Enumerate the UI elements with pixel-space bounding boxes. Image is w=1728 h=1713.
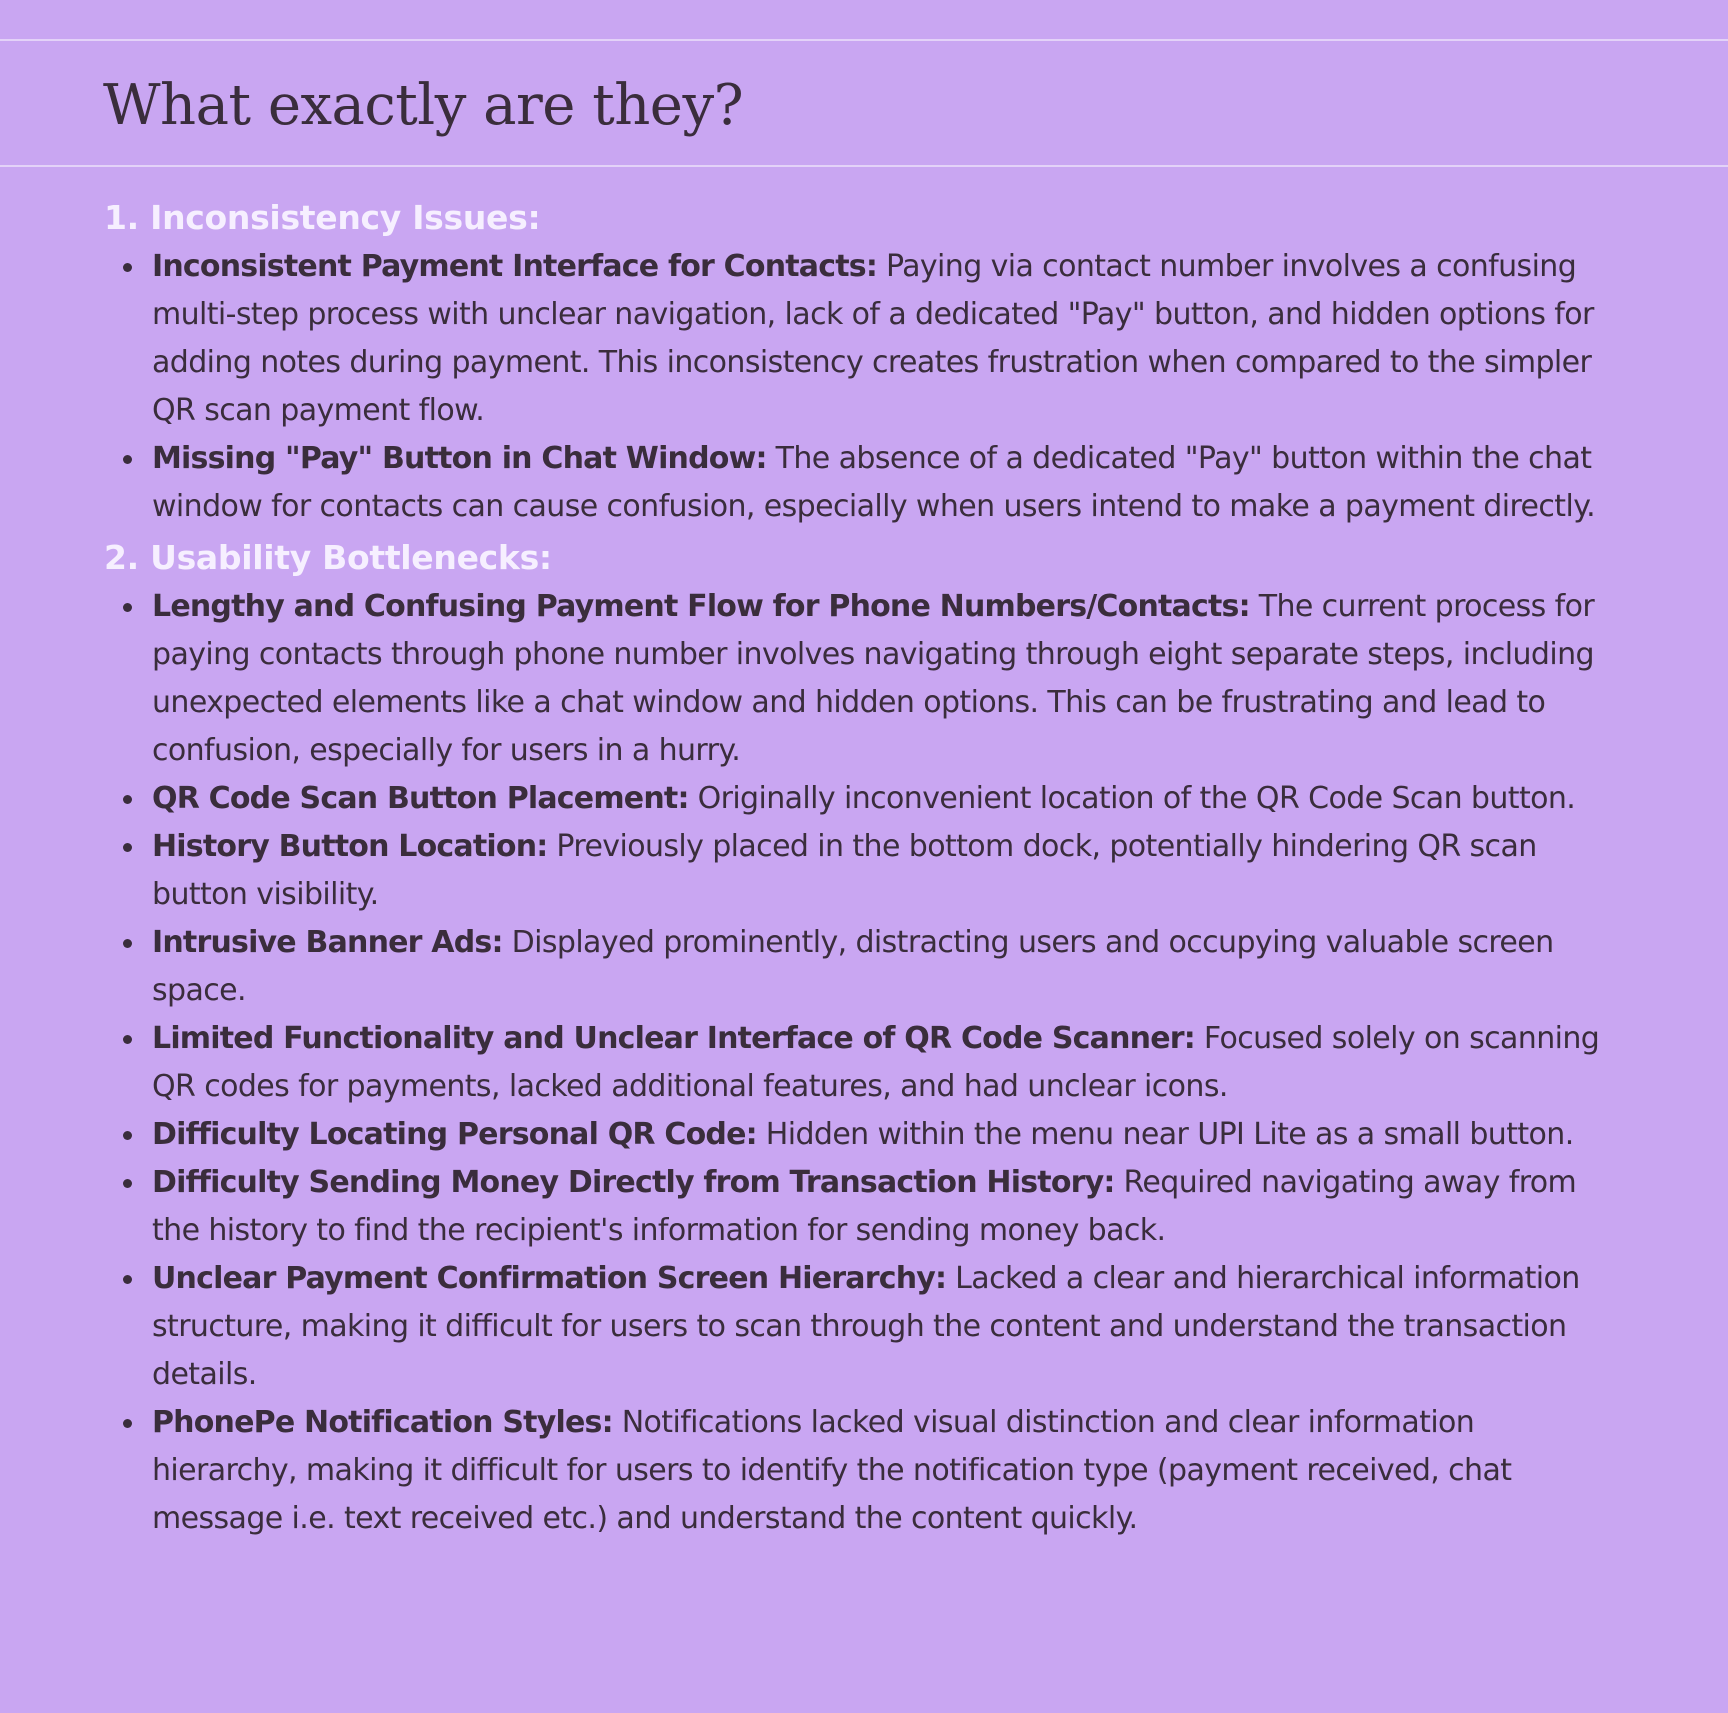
issue-term: PhonePe Notification Styles: — [152, 1405, 613, 1440]
page-title: What exactly are they? — [103, 73, 744, 138]
issue-term: QR Code Scan Button Placement: — [152, 781, 689, 816]
issue-description: The absence of a dedicated "Pay" button within the chat window for contacts can cause confusion, especially when users intend to make a payment directly. — [152, 441, 1596, 524]
list-item — [152, 919, 1664, 1015]
list-item — [152, 1159, 1664, 1255]
issue-description: Hidden within the menu near UPI Lite as a small button. — [765, 1117, 1574, 1152]
list-item — [152, 1015, 1664, 1111]
list-item — [152, 1111, 1664, 1159]
issue-description: Previously placed in the bottom dock, potentially hindering QR scan button visibility. — [152, 829, 1537, 912]
issue-description: Displayed prominently, distracting users and occupying valuable screen space. — [152, 925, 1554, 1008]
list-item — [152, 583, 1664, 775]
issue-term: Limited Functionality and Unclear Interface of QR Code Scanner: — [152, 1021, 1195, 1056]
issue-term: History Button Location: — [152, 829, 548, 864]
list-item — [152, 1399, 1664, 1543]
issue-description: Required navigating away from the history to find the recipient's information for sending money back. — [152, 1165, 1577, 1248]
issue-term: Difficulty Sending Money Directly from Transaction History: — [152, 1165, 1115, 1200]
title-divider — [0, 165, 1728, 167]
top-divider — [0, 39, 1728, 41]
issue-term: Lengthy and Confusing Payment Flow for Phone Numbers/Contacts: — [152, 589, 1250, 624]
issue-description: Paying via contact number involves a confusing multi-step process with unclear navigation, lack of a dedicated "Pay" button, and hidden options for adding notes during payment. This inconsistency creates frustration when compared to the simpler QR scan payment flow. — [152, 249, 1594, 428]
issue-term: Difficulty Locating Personal QR Code: — [152, 1117, 757, 1152]
document-body — [104, 193, 1664, 1543]
issue-description: Lacked a clear and hierarchical information structure, making it difficult for users to scan through the content and understand the transaction details. — [152, 1261, 1580, 1392]
issue-description: Notifications lacked visual distinction and clear information hierarchy, making it difficult for users to identify the notification type (payment received, chat message i.e. text received etc.) and understand the content quickly. — [152, 1405, 1512, 1536]
list-item — [152, 1255, 1664, 1399]
issue-term: Unclear Payment Confirmation Screen Hierarchy: — [152, 1261, 947, 1296]
issue-description: Originally inconvenient location of the QR Code Scan button. — [697, 781, 1576, 816]
list-item — [152, 775, 1664, 823]
issue-term: Intrusive Banner Ads: — [152, 925, 503, 960]
section-heading-usability: 2. Usability Bottlenecks: — [104, 538, 552, 577]
issue-term: Missing "Pay" Button in Chat Window: — [152, 441, 767, 476]
list-item — [152, 435, 1664, 531]
issue-description: Focused solely on scanning QR codes for payments, lacked additional features, and had unclear icons. — [152, 1021, 1600, 1104]
list-item — [152, 243, 1664, 435]
usability-bottleneck-list — [104, 583, 1664, 1543]
issue-term: Inconsistent Payment Interface for Contacts: — [152, 249, 878, 284]
inconsistency-issue-list — [104, 243, 1664, 531]
section-heading-inconsistency: 1. Inconsistency Issues: — [104, 198, 541, 237]
list-item — [152, 823, 1664, 919]
issue-description: The current process for paying contacts through phone number involves navigating through eight separate steps, including unexpected elements like a chat window and hidden options. This can be frustrating and lead to confusion, especially for users in a hurry. — [152, 589, 1595, 768]
